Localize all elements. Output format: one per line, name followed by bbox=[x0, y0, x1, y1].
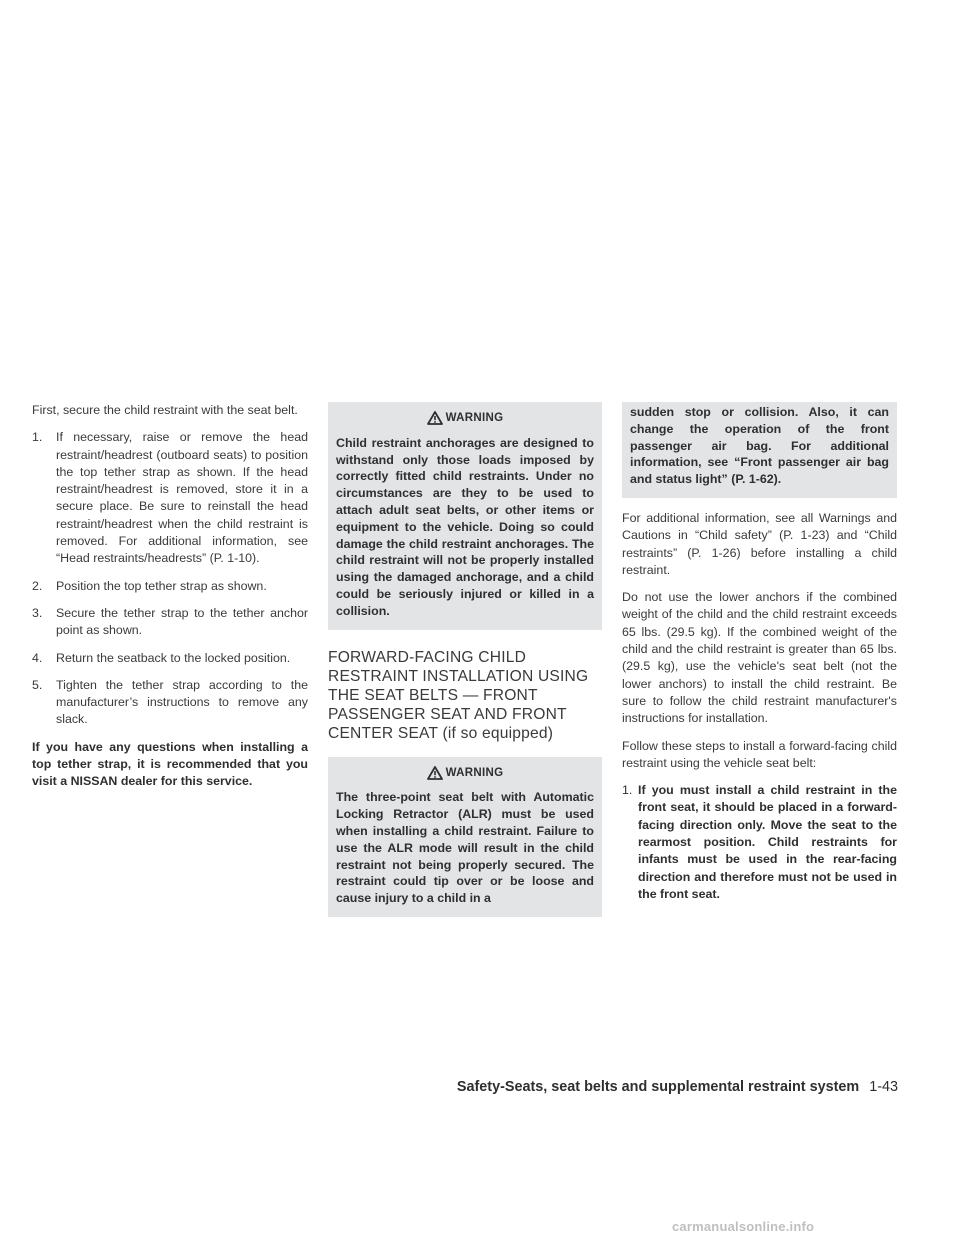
list-item bbox=[32, 650, 308, 667]
warning-triangle-icon bbox=[427, 411, 443, 425]
warning-text: sudden stop or collision. Also, it can change the operation of the front passenger air bag. For additional information, see “Front passenger air bag and status light” (P. 1-62). bbox=[630, 405, 889, 487]
list-item bbox=[32, 429, 308, 567]
page-footer bbox=[420, 1076, 898, 1098]
step-text: If you must install a child restraint in the front seat, it should be placed in a forward-facing direction only. Move the seat to the rearmost position. Child restraints for infants must be used in the rear-facing direction and therefore must not be used in the front seat. bbox=[638, 783, 897, 901]
dealer-advice: If you have any questions when installing a top tether strap, it is recommended that you visit a NISSAN dealer for this service. bbox=[32, 739, 308, 789]
warning-triangle-icon bbox=[427, 766, 443, 780]
warning-box-anchorages bbox=[328, 402, 602, 630]
warning-label: WARNING bbox=[445, 766, 504, 779]
step-number: 4. bbox=[32, 650, 43, 665]
column-right bbox=[622, 402, 897, 913]
step-text: Position the top tether strap as shown. bbox=[56, 578, 267, 593]
step-number: 5. bbox=[32, 677, 43, 692]
list-item bbox=[622, 782, 897, 903]
column-left bbox=[32, 402, 308, 801]
column-middle bbox=[328, 402, 602, 917]
list-item bbox=[32, 578, 308, 595]
warning-text: The three-point seat belt with Automatic Locking Retractor (ALR) must be used when installing a child restraint. Failure to use the ALR mode will result in the child restraint not being properly secured. The restraint could tip over or be loose and cause injury to a child in a bbox=[336, 790, 594, 906]
step-text: If necessary, raise or remove the head restraint/headrest (outboard seats) to position the top tether strap as shown. If the head restraint/headrest is removed, store it in a secure place. Be sure to reinstall the head restraint/headrest when the child restraint is removed. For additional information, see “Head restraints/headrests” (P. 1-10). bbox=[56, 430, 308, 566]
watermark: carmanualsonline.info bbox=[672, 1219, 815, 1234]
page-number: 1-43 bbox=[869, 1079, 898, 1095]
warning-label: WARNING bbox=[445, 412, 504, 424]
step-number: 1. bbox=[622, 783, 633, 798]
info-paragraph: For additional information, see all Warnings and Cautions in “Child safety” (P. 1-23) and “Child restraints” (P. 1-26) before installing a child restraint. bbox=[622, 510, 897, 577]
warning-box-continued bbox=[622, 402, 897, 498]
warning-text: Child restraint anchorages are designed to withstand only those loads imposed by correctly fitted child restraints. Under no circumstances are they to be used to attach adult seat belts, or other items or equipment to the vehicle. Doing so could damage the child restraint anchorages. The child restraint will not be properly installed using the damaged anchorage, and a child could be seriously injured or killed in a collision. bbox=[336, 435, 594, 618]
step-text: Return the seatback to the locked position. bbox=[56, 650, 291, 665]
list-item bbox=[32, 605, 308, 640]
section-heading: FORWARD-FACING CHILD RESTRAINT INSTALLATION USING THE SEAT BELTS — FRONT PASSENGER SEAT AND FRONT CENTER SEAT (if so equipped) bbox=[328, 648, 589, 742]
step-number: 2. bbox=[32, 578, 43, 593]
list-item bbox=[32, 677, 308, 729]
lower-anchor-paragraph: Do not use the lower anchors if the combined weight of the child and the child restraint exceeds 65 lbs. (29.5 kg). If the combined weight of the child and the child restraint is greater than 65 lbs. (29.5 kg), use the vehicle's seat belt (not the lower anchors) to install the child restraint. Be sure to follow the child restraint manufacturer's instructions for installation. bbox=[622, 590, 897, 726]
step-number: 3. bbox=[32, 605, 43, 620]
step-text: Tighten the tether strap according to the manufacturer’s instructions to remove any slack. bbox=[56, 677, 308, 727]
tether-steps-list bbox=[32, 429, 308, 728]
step-number: 1. bbox=[32, 430, 43, 445]
step-text: Secure the tether strap to the tether anchor point as shown. bbox=[56, 605, 308, 638]
steps-intro-paragraph: Follow these steps to install a forward-facing child restraint using the vehicle seat belt: bbox=[622, 738, 897, 770]
intro-paragraph: First, secure the child restraint with the seat belt. bbox=[32, 403, 298, 417]
warning-box-alr bbox=[328, 757, 602, 917]
warning-header bbox=[336, 765, 594, 782]
warning-header bbox=[336, 410, 594, 427]
section-title: Safety-Seats, seat belts and supplemental restraint system bbox=[456, 1079, 860, 1095]
